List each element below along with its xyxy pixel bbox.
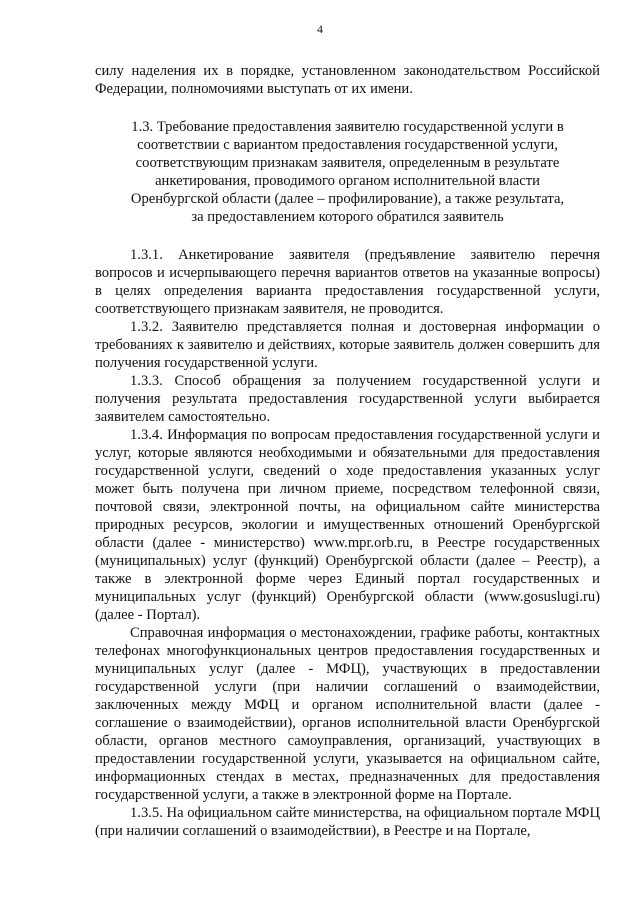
section-heading-1-3: 1.3. Требование предоставления заявителю государственной услуги в соответствии с вариантом предоставления государственной услуги, соответствующим признакам заявителя, определенным в результате анкетирования, проводимого органом исполнительной власти Оренбургской области (далее – профилирование), а также результата, за предоставлением которого обратился заявитель xyxy=(130,119,565,225)
paragraph-1-3-2: 1.3.2. Заявителю представляется полная и достоверная информации о требованиях к заявителю и действиях, которые заявитель должен совершить для получения государственной услуги. xyxy=(95,319,600,371)
paragraph-reference-info: Справочная информация о местонахождении, графике работы, контактных телефонах многофункциональных центров предоставления государственных и муниципальных услуг (далее - МФЦ), участвующих в предоставлении государственной услуги (при наличии соглашений о взаимодействии, заключенных между МФЦ и органом исполнительной власти (далее - соглашение о взаимодействии), органов исполнительной власти Оренбургской области, органов местного самоуправления, организаций, участвующих в предоставлении государственной услуги, указывается на официальном сайте, информационных стендах в местах, предназначенных для предоставления государственной услуги, а также в электронной форме на Портале. xyxy=(95,625,600,803)
paragraph-1-3-5: 1.3.5. На официальном сайте министерства, на официальном портале МФЦ (при наличии соглашений о взаимодействии), в Реестре и на Портале, xyxy=(95,805,600,839)
paragraph-1-3-4: 1.3.4. Информация по вопросам предоставления государственной услуги и услуг, которые являются необходимыми и обязательными для предоставления государственной услуги, сведений о ходе предоставления указанных услуг может быть получена при личном приеме, посредством телефонной связи, почтовой связи, электронной почты, на официальном сайте министерства природных ресурсов, экологии и имущественных отношений Оренбургской области (далее - министерство) www.mpr.orb.ru, в Реестре государственных (муниципальных) услуг (функций) Оренбургской области (далее – Реестр), а также в электронной форме через Единый портал государственных и муниципальных услуг (функций) Оренбургской области (www.gosuslugi.ru) (далее - Портал). xyxy=(95,427,600,623)
paragraph-1-3-1: 1.3.1. Анкетирование заявителя (предъявление заявителю перечня вопросов и исчерпывающего перечня вариантов ответов на указанные вопросы) в целях определения варианта предоставления государственной услуги, соответствующего признакам заявителя, не проводится. xyxy=(95,247,600,317)
paragraph-continuation: силу наделения их в порядке, установленном законодательством Российской Федерации, полномочиями выступать от их имени. xyxy=(95,63,600,97)
document-body xyxy=(95,62,600,840)
paragraph-1-3-3: 1.3.3. Способ обращения за получением государственной услуги и получения результата предоставления государственной услуги выбирается заявителем самостоятельно. xyxy=(95,373,600,425)
page-number: 4 xyxy=(317,22,323,36)
